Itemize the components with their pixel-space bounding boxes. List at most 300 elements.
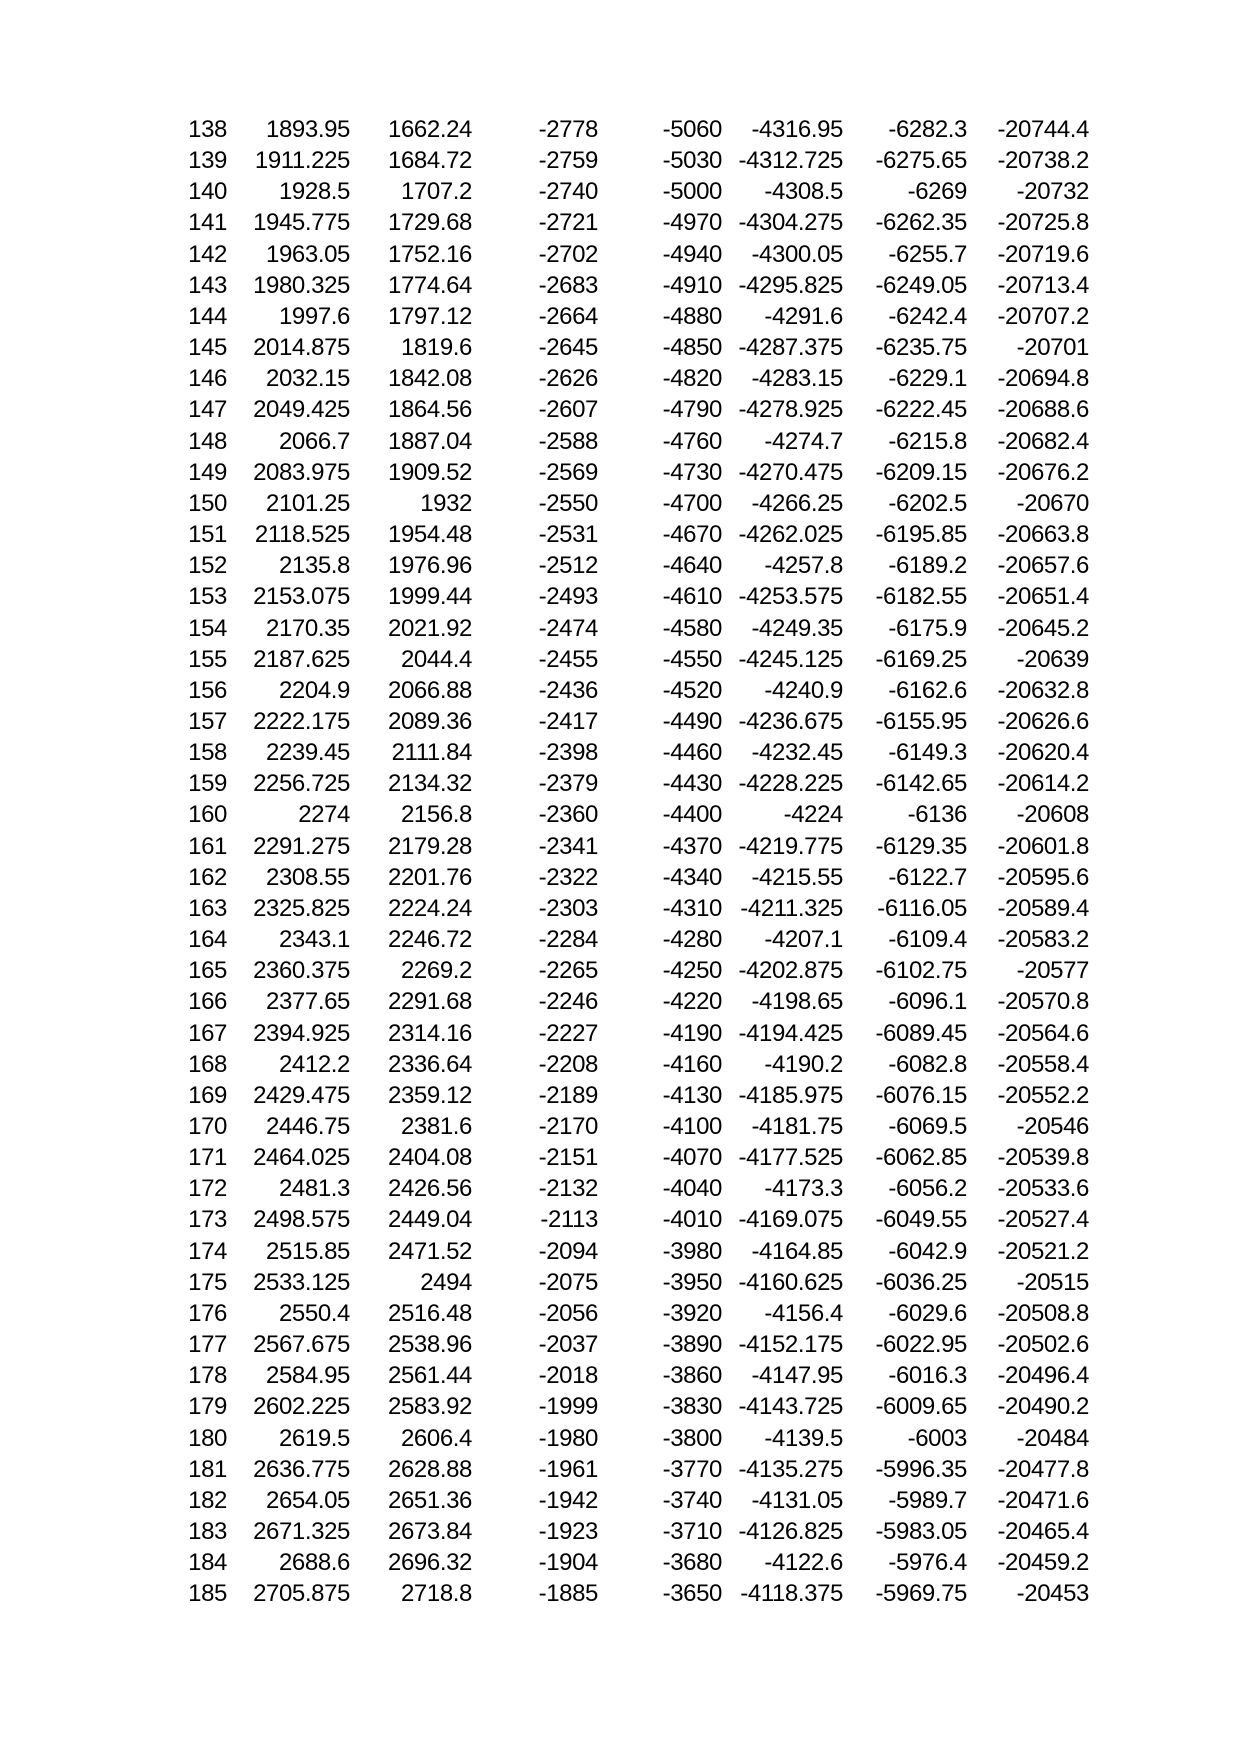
- table-cell: -4173.3: [764, 1175, 843, 1203]
- table-cell: -6155.95: [875, 707, 967, 735]
- table-cell: 1980.325: [253, 271, 350, 299]
- table-cell: -2417: [538, 707, 598, 735]
- table-cell: 2314.16: [388, 1019, 472, 1047]
- table-cell: -20539.8: [997, 1144, 1089, 1172]
- table-cell: -2094: [538, 1237, 598, 1265]
- table-cell: -4312.725: [738, 147, 843, 175]
- row-index-cell: 145: [188, 334, 227, 362]
- row-index-cell: 150: [188, 489, 227, 517]
- table-cell: -4130: [662, 1081, 722, 1109]
- table-cell: -2702: [538, 240, 598, 268]
- table-cell: -2512: [538, 552, 598, 580]
- table-cell: -20515: [1016, 1268, 1089, 1296]
- table-cell: 2089.36: [388, 707, 472, 735]
- table-cell: -1885: [538, 1580, 598, 1608]
- table-cell: -4278.925: [738, 396, 843, 424]
- table-cell: 1963.05: [266, 240, 350, 268]
- table-cell: -4308.5: [764, 178, 843, 206]
- table-cell: -4202.875: [738, 957, 843, 985]
- table-cell: -2455: [538, 645, 598, 673]
- table-cell: -4430: [662, 770, 722, 798]
- table-cell: 2481.3: [278, 1175, 350, 1203]
- table-cell: -4249.35: [751, 614, 843, 642]
- table-cell: -6229.1: [888, 365, 967, 393]
- row-index-cell: 151: [188, 521, 227, 549]
- table-cell: -4122.6: [764, 1549, 843, 1577]
- table-cell: -4240.9: [764, 676, 843, 704]
- table-cell: -4262.025: [738, 521, 843, 549]
- table-cell: -20732: [1016, 178, 1089, 206]
- table-cell: 2256.725: [253, 770, 350, 798]
- table-cell: 2325.825: [253, 894, 350, 922]
- table-cell: 2291.68: [388, 988, 472, 1016]
- table-cell: -4295.825: [738, 271, 843, 299]
- table-cell: -20471.6: [997, 1486, 1089, 1514]
- table-cell: -6122.7: [888, 863, 967, 891]
- table-cell: -4730: [662, 458, 722, 486]
- table-cell: -20558.4: [997, 1050, 1089, 1078]
- table-cell: 2187.625: [253, 645, 350, 673]
- table-cell: -6162.6: [888, 676, 967, 704]
- table-cell: 2606.4: [400, 1424, 472, 1452]
- table-cell: -4100: [662, 1113, 722, 1140]
- table-cell: -20614.2: [997, 770, 1089, 798]
- table-cell: -20496.4: [997, 1362, 1089, 1390]
- table-cell: -20713.4: [997, 271, 1089, 299]
- table-cell: 2561.44: [388, 1362, 472, 1390]
- table-cell: -2265: [538, 957, 598, 985]
- table-cell: -2132: [538, 1175, 598, 1203]
- table-cell: -20595.6: [997, 863, 1089, 891]
- table-cell: -5996.35: [875, 1455, 967, 1483]
- table-cell: -2569: [538, 458, 598, 486]
- table-cell: -4139.5: [764, 1424, 843, 1452]
- table-cell: -4316.95: [751, 116, 843, 143]
- table-cell: 2584.95: [266, 1362, 350, 1390]
- row-index-cell: 175: [188, 1268, 227, 1296]
- table-cell: -2037: [538, 1331, 598, 1359]
- table-cell: -20459.2: [997, 1549, 1089, 1577]
- table-cell: 1928.5: [278, 178, 350, 206]
- row-index-cell: 166: [188, 988, 227, 1016]
- table-cell: 1954.48: [388, 521, 472, 549]
- table-cell: 2498.575: [253, 1206, 350, 1234]
- table-cell: -20465.4: [997, 1518, 1089, 1546]
- table-cell: -6102.75: [875, 957, 967, 985]
- table-cell: -4194.425: [738, 1019, 843, 1047]
- table-cell: -4270.475: [738, 458, 843, 486]
- table-cell: -4131.05: [751, 1486, 843, 1514]
- table-cell: -4640: [662, 552, 722, 580]
- row-index-cell: 180: [188, 1424, 227, 1452]
- table-cell: -20719.6: [997, 240, 1089, 268]
- table-cell: 2671.325: [253, 1518, 350, 1546]
- table-cell: -2493: [538, 583, 598, 611]
- table-cell: 2101.25: [266, 489, 350, 517]
- table-cell: 2494: [420, 1268, 472, 1296]
- table-cell: 2516.48: [388, 1299, 472, 1327]
- table-cell: -6076.15: [875, 1081, 967, 1109]
- table-cell: -6215.8: [888, 427, 967, 455]
- table-cell: 2049.425: [253, 396, 350, 424]
- table-cell: 2135.8: [278, 552, 350, 580]
- table-cell: -4670: [662, 521, 722, 549]
- row-index-cell: 141: [188, 209, 227, 237]
- table-cell: 1945.775: [253, 209, 350, 237]
- table-cell: -4250: [662, 957, 722, 985]
- table-cell: -6016.3: [888, 1362, 967, 1390]
- table-cell: -4880: [662, 302, 722, 330]
- table-cell: -20484: [1016, 1424, 1089, 1452]
- table-cell: -1980: [538, 1424, 598, 1452]
- table-cell: -2474: [538, 614, 598, 642]
- row-index-cell: 140: [188, 178, 227, 206]
- row-index-cell: 182: [188, 1486, 227, 1514]
- table-cell: -20725.8: [997, 209, 1089, 237]
- row-index-cell: 185: [188, 1580, 227, 1608]
- table-cell: 2014.875: [253, 334, 350, 362]
- table-cell: 2153.075: [253, 583, 350, 611]
- table-cell: -4164.85: [751, 1237, 843, 1265]
- table-cell: -6049.55: [875, 1206, 967, 1234]
- table-cell: 2567.675: [253, 1331, 350, 1359]
- table-cell: -4160: [662, 1050, 722, 1078]
- table-cell: 1707.2: [400, 178, 472, 206]
- row-index-cell: 173: [188, 1206, 227, 1234]
- table-cell: -4790: [662, 396, 722, 424]
- table-cell: 2654.05: [266, 1486, 350, 1514]
- table-cell: -2303: [538, 894, 598, 922]
- row-index-cell: 154: [188, 614, 227, 642]
- table-cell: -4850: [662, 334, 722, 362]
- table-cell: -6182.55: [875, 583, 967, 611]
- table-cell: -6022.95: [875, 1331, 967, 1359]
- table-cell: -20577: [1016, 957, 1089, 985]
- row-index-cell: 163: [188, 894, 227, 922]
- table-cell: -4300.05: [751, 240, 843, 268]
- table-cell: -2208: [538, 1050, 598, 1078]
- table-cell: -3980: [662, 1237, 722, 1265]
- table-cell: -4177.525: [738, 1144, 843, 1172]
- table-cell: 1819.6: [400, 334, 472, 362]
- table-cell: -20564.6: [997, 1019, 1089, 1047]
- row-index-cell: 156: [188, 676, 227, 704]
- row-index-cell: 148: [188, 427, 227, 455]
- row-index-cell: 162: [188, 863, 227, 891]
- table-cell: -4236.675: [738, 707, 843, 735]
- table-cell: -6129.35: [875, 832, 967, 860]
- table-cell: 1752.16: [388, 240, 472, 268]
- table-cell: -1942: [538, 1486, 598, 1514]
- table-cell: 2471.52: [388, 1237, 472, 1265]
- table-cell: -2170: [538, 1113, 598, 1140]
- table-cell: -2360: [538, 801, 598, 829]
- table-cell: 1976.96: [388, 552, 472, 580]
- table-cell: 2066.88: [388, 676, 472, 704]
- table-cell: -6056.2: [888, 1175, 967, 1203]
- table-cell: -4910: [662, 271, 722, 299]
- row-index-cell: 153: [188, 583, 227, 611]
- table-cell: 2239.45: [266, 739, 350, 767]
- table-cell: -4820: [662, 365, 722, 393]
- table-cell: -6009.65: [875, 1393, 967, 1421]
- table-cell: -4147.95: [751, 1362, 843, 1390]
- table-cell: 2360.375: [253, 957, 350, 985]
- table-cell: 2429.475: [253, 1081, 350, 1109]
- table-cell: -20657.6: [997, 552, 1089, 580]
- table-cell: 1864.56: [388, 396, 472, 424]
- table-cell: -20645.2: [997, 614, 1089, 642]
- table-cell: -4190.2: [764, 1050, 843, 1078]
- table-cell: -1961: [538, 1455, 598, 1483]
- table-cell: -4283.15: [751, 365, 843, 393]
- table-cell: 2464.025: [253, 1144, 350, 1172]
- table-cell: -3800: [662, 1424, 722, 1452]
- row-index-cell: 152: [188, 552, 227, 580]
- table-cell: -6029.6: [888, 1299, 967, 1327]
- row-index-cell: 157: [188, 707, 227, 735]
- row-index-cell: 160: [188, 801, 227, 829]
- table-cell: -4185.975: [738, 1081, 843, 1109]
- row-index-cell: 159: [188, 770, 227, 798]
- table-cell: -4198.65: [751, 988, 843, 1016]
- table-cell: -2284: [538, 926, 598, 954]
- table-cell: -2721: [538, 209, 598, 237]
- table-cell: -5060: [662, 116, 722, 143]
- row-index-cell: 143: [188, 271, 227, 299]
- table-cell: -4160.625: [738, 1268, 843, 1296]
- table-cell: -3710: [662, 1518, 722, 1546]
- table-cell: -4118.375: [740, 1580, 843, 1608]
- table-cell: -4245.125: [738, 645, 843, 673]
- row-index-cell: 178: [188, 1362, 227, 1390]
- table-cell: 2118.525: [254, 521, 350, 549]
- row-index-cell: 161: [188, 832, 227, 860]
- table-cell: 2083.975: [253, 458, 350, 486]
- row-index-cell: 168: [188, 1050, 227, 1078]
- table-cell: -6209.15: [875, 458, 967, 486]
- table-cell: -6042.9: [888, 1237, 967, 1265]
- table-cell: 2066.7: [278, 427, 350, 455]
- table-cell: 2359.12: [388, 1081, 472, 1109]
- table-cell: -2075: [538, 1268, 598, 1296]
- table-cell: 2021.92: [388, 614, 472, 642]
- table-cell: -2018: [538, 1362, 598, 1390]
- table-cell: -2322: [538, 863, 598, 891]
- table-cell: -6195.85: [875, 521, 967, 549]
- row-index-cell: 179: [188, 1393, 227, 1421]
- table-cell: -2151: [538, 1144, 598, 1172]
- table-cell: 1774.64: [388, 271, 472, 299]
- table-cell: 1999.44: [388, 583, 472, 611]
- table-cell: 2222.175: [253, 707, 350, 735]
- table-cell: -4070: [662, 1144, 722, 1172]
- table-cell: -4310: [662, 894, 722, 922]
- row-index-cell: 177: [188, 1331, 227, 1359]
- table-cell: 2204.9: [278, 676, 350, 704]
- table-cell: -4253.575: [738, 583, 843, 611]
- table-cell: 2619.5: [278, 1424, 350, 1452]
- table-cell: 1932: [420, 489, 472, 517]
- table-cell: 2201.76: [388, 863, 472, 891]
- table-cell: -4490: [662, 707, 722, 735]
- table-cell: -4940: [662, 240, 722, 268]
- table-cell: -4460: [662, 739, 722, 767]
- table-cell: 2394.925: [253, 1019, 350, 1047]
- table-cell: -20620.4: [997, 739, 1089, 767]
- table-cell: -20670: [1016, 489, 1089, 517]
- row-index-cell: 155: [188, 645, 227, 673]
- table-cell: -6262.35: [875, 209, 967, 237]
- table-cell: -2626: [538, 365, 598, 393]
- table-cell: -2189: [538, 1081, 598, 1109]
- table-cell: -5989.7: [888, 1486, 967, 1514]
- table-cell: -6202.5: [888, 489, 967, 517]
- table-cell: -6235.75: [875, 334, 967, 362]
- table-cell: 2134.32: [388, 770, 472, 798]
- table-cell: 2269.2: [400, 957, 472, 985]
- table-cell: -4219.775: [738, 832, 843, 860]
- table-cell: -3770: [662, 1455, 722, 1483]
- table-cell: -6222.45: [875, 396, 967, 424]
- table-cell: 2274: [298, 801, 350, 829]
- row-index-cell: 142: [188, 240, 227, 268]
- row-index-cell: 167: [188, 1019, 227, 1047]
- table-cell: -4274.7: [764, 427, 843, 455]
- table-cell: -3890: [662, 1331, 722, 1359]
- table-cell: 1842.08: [388, 365, 472, 393]
- table-cell: 2336.64: [388, 1050, 472, 1078]
- table-cell: -2227: [538, 1019, 598, 1047]
- table-cell: -5976.4: [888, 1549, 967, 1577]
- table-cell: -2683: [538, 271, 598, 299]
- table-cell: 2628.88: [388, 1455, 472, 1483]
- table-cell: 2156.8: [400, 801, 472, 829]
- row-index-cell: 149: [188, 458, 227, 486]
- table-cell: 2602.225: [253, 1393, 350, 1421]
- table-cell: -20601.8: [997, 832, 1089, 860]
- table-cell: 2533.125: [253, 1268, 350, 1296]
- table-cell: -6109.4: [888, 926, 967, 954]
- table-cell: -6116.05: [877, 894, 967, 922]
- table-cell: 1893.95: [266, 116, 350, 143]
- table-cell: 2515.85: [266, 1237, 350, 1265]
- table-cell: -3740: [662, 1486, 722, 1514]
- table-cell: -2436: [538, 676, 598, 704]
- table-cell: -20701: [1016, 334, 1089, 362]
- table-cell: -20738.2: [997, 147, 1089, 175]
- table-cell: -4257.8: [764, 552, 843, 580]
- table-cell: -6282.3: [888, 116, 967, 143]
- row-index-cell: 139: [188, 147, 227, 175]
- row-index-cell: 164: [188, 926, 227, 954]
- table-cell: -20453: [1016, 1580, 1089, 1608]
- table-cell: -20682.4: [997, 427, 1089, 455]
- table-cell: -5030: [662, 147, 722, 175]
- table-cell: -4340: [662, 863, 722, 891]
- table-cell: -4520: [662, 676, 722, 704]
- row-index-cell: 147: [188, 396, 227, 424]
- table-cell: 2404.08: [388, 1144, 472, 1172]
- table-cell: -4970: [662, 209, 722, 237]
- table-cell: -4143.725: [738, 1393, 843, 1421]
- table-cell: -4220: [662, 988, 722, 1016]
- table-cell: -4126.825: [738, 1518, 843, 1546]
- table-cell: -6249.05: [875, 271, 967, 299]
- table-cell: -4370: [662, 832, 722, 860]
- row-index-cell: 181: [188, 1455, 227, 1483]
- table-cell: 2170.35: [266, 614, 350, 642]
- table-cell: 2449.04: [388, 1206, 472, 1234]
- table-cell: -20688.6: [997, 396, 1089, 424]
- table-cell: 2673.84: [388, 1518, 472, 1546]
- row-index-cell: 171: [188, 1144, 227, 1172]
- table-cell: -4135.275: [738, 1455, 843, 1483]
- numeric-table: [165, 114, 1089, 1610]
- table-cell: 1662.24: [388, 116, 472, 143]
- table-cell: 2343.1: [278, 926, 350, 954]
- table-cell: -4224: [783, 801, 843, 829]
- table-cell: 2538.96: [388, 1331, 472, 1359]
- table-cell: -4211.325: [740, 894, 843, 922]
- table-cell: -6003: [907, 1424, 967, 1452]
- table-cell: 2426.56: [388, 1175, 472, 1203]
- table-cell: 2696.32: [388, 1549, 472, 1577]
- table-cell: -2531: [538, 521, 598, 549]
- table-cell: -6062.85: [875, 1144, 967, 1172]
- table-cell: -2246: [538, 988, 598, 1016]
- table-cell: -20502.6: [997, 1331, 1089, 1359]
- table-cell: -4215.55: [751, 863, 843, 891]
- table-cell: -4280: [662, 926, 722, 954]
- table-cell: -4152.175: [738, 1331, 843, 1359]
- table-cell: -20632.8: [997, 676, 1089, 704]
- table-cell: 2291.275: [253, 832, 350, 860]
- row-index-cell: 183: [188, 1518, 227, 1546]
- table-cell: -2664: [538, 302, 598, 330]
- table-cell: -6149.3: [888, 739, 967, 767]
- table-cell: -20694.8: [997, 365, 1089, 393]
- table-cell: -3860: [662, 1362, 722, 1390]
- table-cell: 2224.24: [388, 894, 472, 922]
- table-cell: -6082.8: [888, 1050, 967, 1078]
- table-cell: 1997.6: [278, 302, 350, 330]
- table-cell: -3950: [662, 1268, 722, 1296]
- table-cell: -2645: [538, 334, 598, 362]
- table-cell: -6255.7: [888, 240, 967, 268]
- table-cell: -3680: [662, 1549, 722, 1577]
- table-cell: 2583.92: [388, 1393, 472, 1421]
- table-cell: -6142.65: [875, 770, 967, 798]
- table-cell: 2032.15: [266, 365, 350, 393]
- row-index-cell: 184: [188, 1549, 227, 1577]
- table-cell: 2688.6: [278, 1549, 350, 1577]
- table-cell: 1729.68: [388, 209, 472, 237]
- table-cell: -4266.25: [751, 489, 843, 517]
- table-cell: -2778: [538, 116, 598, 143]
- table-cell: -2607: [538, 396, 598, 424]
- table-cell: -20552.2: [997, 1081, 1089, 1109]
- table-cell: -4400: [662, 801, 722, 829]
- row-index-cell: 165: [188, 957, 227, 985]
- row-index-cell: 174: [188, 1237, 227, 1265]
- table-cell: -4232.45: [751, 739, 843, 767]
- table-cell: -4181.75: [751, 1113, 843, 1140]
- table-cell: 1887.04: [388, 427, 472, 455]
- table-cell: 1909.52: [388, 458, 472, 486]
- row-index-cell: 158: [188, 739, 227, 767]
- table-cell: -6175.9: [888, 614, 967, 642]
